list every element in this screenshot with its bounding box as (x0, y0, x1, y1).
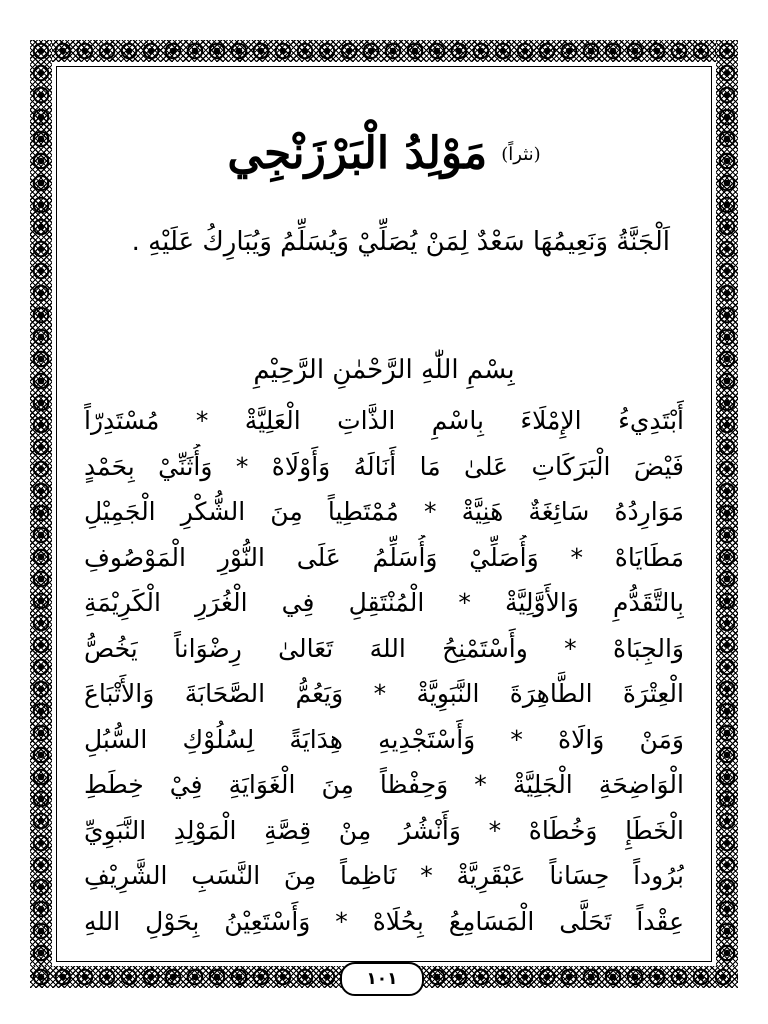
basmala-heading: بِسْمِ اللّٰهِ الرَّحْمٰنِ الرَّحِيْمِ (253, 355, 515, 385)
body-text (84, 398, 684, 944)
body-line: عِقْداً تَحَلَّى الْمَسَامِعُ بِحُلَاهْ * وَأَسْتَعِيْنُ بِحَوْلِ اللهِ (84, 906, 684, 936)
ornamental-border-left (30, 40, 52, 988)
body-line: بُرُوداً حِسَاناً عَبْقَرِيَّةْ * نَاظِماً مِنَ النَّسَبِ الشَّرِيْفِ (84, 861, 684, 890)
body-line: الْعِتْرَةَ الطَّاهِرَةَ النَّبَوِيَّةْ * وَيَعُمُّ الصَّحَابَةَ وَالأَتْبَاعَ (84, 679, 684, 708)
body-line: الْخَطَإِ وَخُطَاهْ * وَأَنْشُرُ مِنْ قِصَّةِ الْمَوْلِدِ النَّبَوِيِّ (84, 815, 684, 845)
body-line: بِالتَّقَدُّمِ وَالأَوَّلِيَّةْ * الْمُنْتَقِلِ فِي الْغُرَرِ الْكَرِيْمَةِ (84, 588, 684, 617)
page-title-block (150, 112, 618, 196)
body-line: وَمَنْ وَالَاهْ * وَأَسْتَجْدِيهِ هِدَايَةً لِسُلُوْكِ السُّبُلِ (84, 724, 684, 754)
body-line: أَبْتَدِيءُ الإِمْلَاءَ بِاسْمِ الذَّاتِ الْعَلِيَّةْ * مُسْتَدِرّاً (84, 406, 684, 435)
intro-paragraph: اَلْجَنَّةُ وَنَعِيمُهَا سَعْدٌ لِمَنْ يُصَلِّيْ وَيُسَلِّمُ وَيُبَارِكُ عَلَيْهِ . (131, 227, 670, 257)
body-line: مَوَارِدُهُ سَائِغَةٌ هَنِيَّةْ * مُمْتَطِياً مِنَ الشُّكْرِ الْجَمِيْلِ (84, 497, 684, 526)
body-line: مَطَايَاهْ * وَأُصَلِّيْ وَأُسَلِّمُ عَلَى النُّوْرِ الْمَوْصُوفِ (84, 542, 684, 572)
body-line: وَالجِبَاهْ * وأَسْتَمْنِحُ اللهَ تَعَالىٰ رِضْوَاناً يَخُصُّ (84, 633, 684, 663)
title-note: (نثراً) (501, 143, 541, 165)
page-number: ١٠١ (340, 962, 424, 996)
page-title: مَوْلِدُ الْبَرْزَنْجِي (227, 128, 488, 179)
body-line: فَيْضَ الْبَرَكَاتِ عَلىٰ مَا أَنَالَهُ وَأَوْلَاهْ * وَأُثَنِّيْ بِحَمْدٍ (84, 451, 684, 481)
body-line: الْوَاضِحَةِ الْجَلِيَّةْ * وَحِفْظاً مِنَ الْغَوَايَةِ فِيْ خِطَطِ (84, 770, 684, 799)
ornamental-border-top (30, 40, 738, 62)
ornamental-border-right (716, 40, 738, 988)
